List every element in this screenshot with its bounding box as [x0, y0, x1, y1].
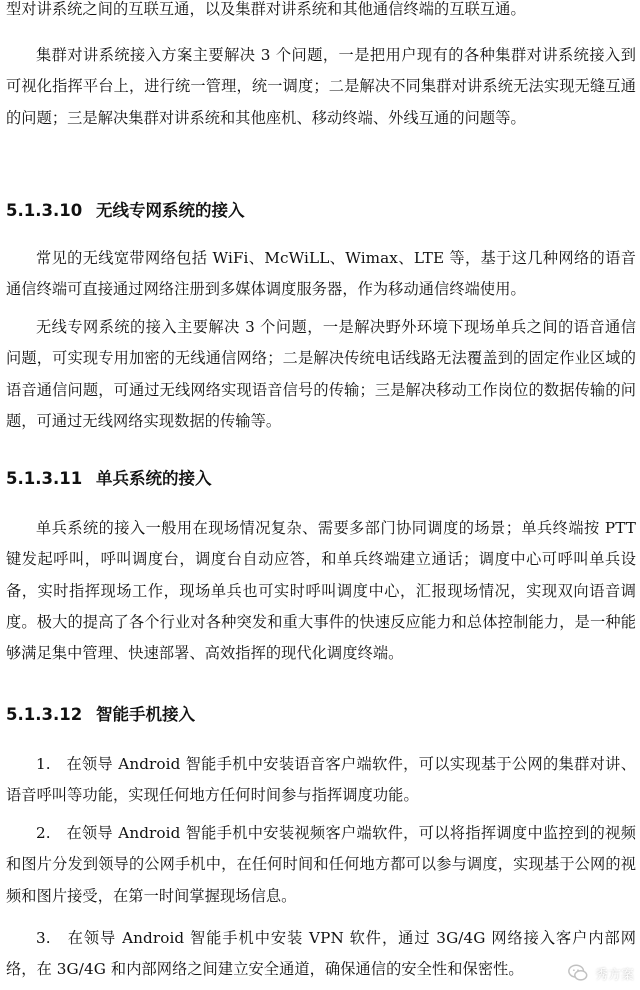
- section-heading-5-1-3-12: [6, 703, 636, 727]
- paragraph-intro-continuation: 型对讲系统之间的互联互通，以及集群对讲系统和其他通信终端的互联互通。: [6, 0, 526, 18]
- section-heading-5-1-3-11: [6, 467, 636, 491]
- section-heading-5-1-3-10: [6, 199, 636, 223]
- section-title: 智能手机接入: [96, 705, 195, 724]
- section-number: 5.1.3.12: [6, 705, 83, 724]
- watermark: [567, 962, 634, 984]
- section-title: 无线专网系统的接入: [96, 201, 245, 220]
- list-item-voice-client: 1. 在领导 Android 智能手机中安装语音客户端软件，可以实现基于公网的集群对讲、语音呼叫等功能，实现任何地方任何时间参与指挥调度功能。: [6, 755, 636, 805]
- section-number: 5.1.3.10: [6, 201, 83, 220]
- wechat-bubble-icon: [567, 962, 589, 984]
- list-item-video-client: 2. 在领导 Android 智能手机中安装视频客户端软件，可以将指挥调度中监控到的视频和图片分发到领导的公网手机中，在任何时间和任何地方都可以参与调度，实现基于公网的视频和图片接受，在第一时间掌握现场信息。: [6, 824, 636, 905]
- paragraph-wireless-networks: 常见的无线宽带网络包括 WiFi、McWiLL、Wimax、LTE 等，基于这几种网络的语音通信终端可直接通过网络注册到多媒体调度服务器，作为移动通信终端使用。: [6, 249, 636, 299]
- watermark-label: 秀方案: [594, 967, 634, 983]
- section-title: 单兵系统的接入: [96, 469, 212, 488]
- paragraph-single-soldier: 单兵系统的接入一般用在现场情况复杂、需要多部门协同调度的场景；单兵终端按 PTT 键发起呼叫，呼叫调度台，调度台自动应答，和单兵终端建立通话；调度中心可呼叫单兵设备，实时指挥现场工作，现场单兵也可实时呼叫调度中心，汇报现场情况，实现双向语音调度。极大的提高了各个行业对各种突发和重大事件的快速反应能力和总体控制能力，是一种能够满足集中管理、快速部署、高效指挥的现代化调度终端。: [6, 519, 636, 663]
- paragraph-cluster-access: 集群对讲系统接入方案主要解决 3 个问题，一是把用户现有的各种集群对讲系统接入到可视化指挥平台上，进行统一管理，统一调度；二是解决不同集群对讲系统无法实现无缝互通的问题；三是解决集群对讲系统和其他座机、移动终端、外线互通的问题等。: [6, 46, 636, 127]
- paragraph-wireless-problems: 无线专网系统的接入主要解决 3 个问题，一是解决野外环境下现场单兵之间的语音通信问题，可实现专用加密的无线通信网络；二是解决传统电话线路无法覆盖到的固定作业区域的语音通信问题，可通过无线网络实现语音信号的传输；三是解决移动工作岗位的数据传输的问题，可通过无线网络实现数据的传输等。: [6, 318, 636, 430]
- list-item-vpn: 3. 在领导 Android 智能手机中安装 VPN 软件，通过 3G/4G 网络接入客户内部网络，在 3G/4G 和内部网络之间建立安全通道，确保通信的安全性和保密性。: [6, 929, 636, 979]
- section-number: 5.1.3.11: [6, 469, 83, 488]
